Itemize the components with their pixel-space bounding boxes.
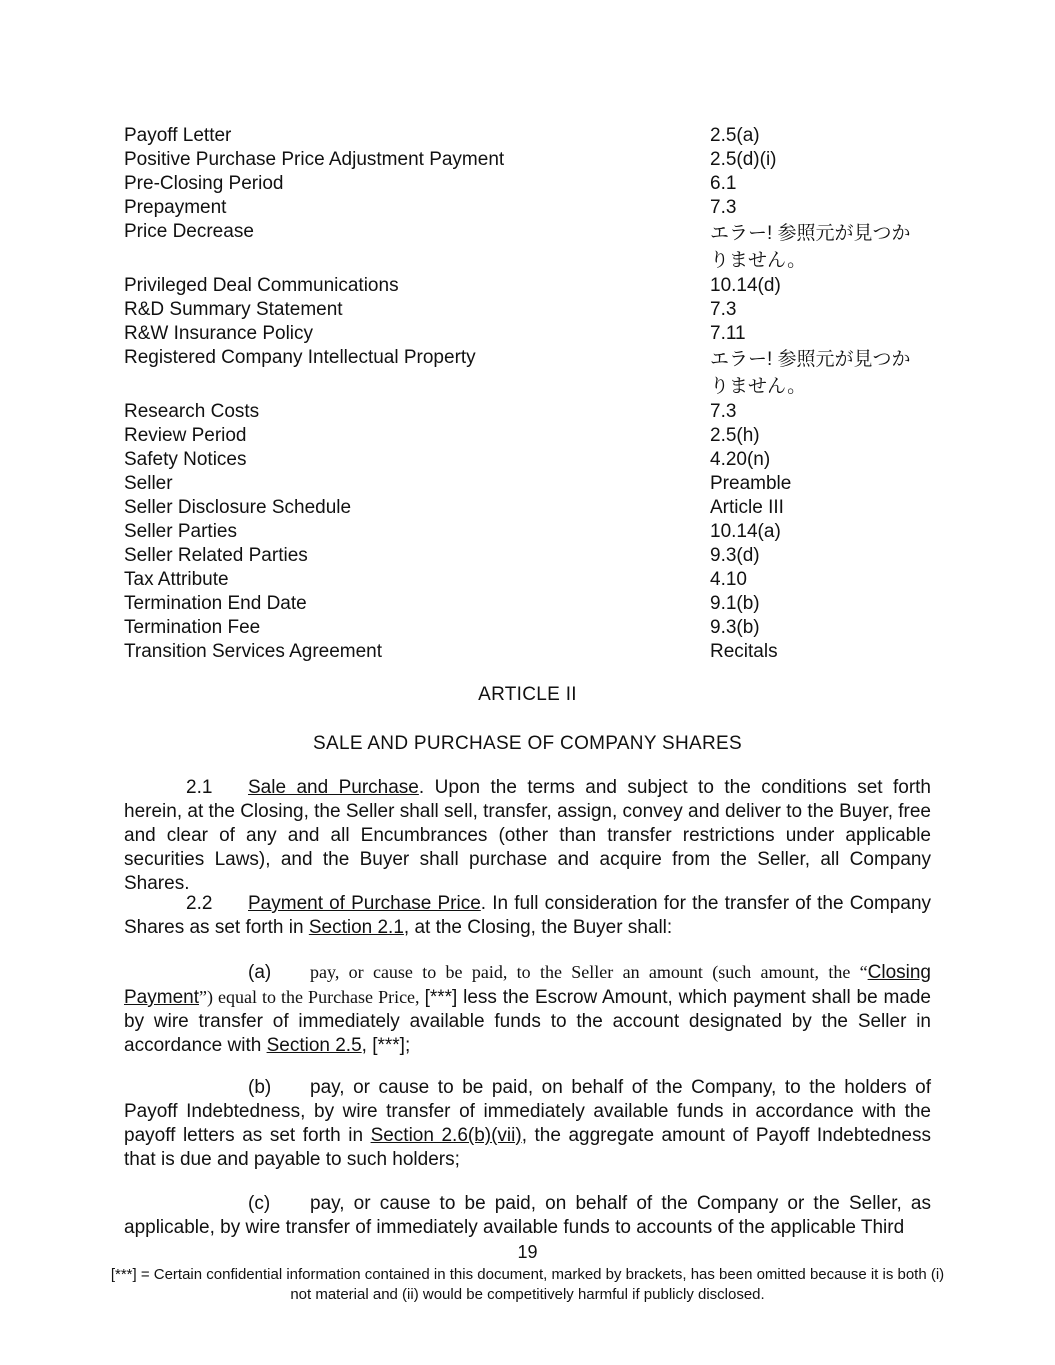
definition-row: Seller Related Parties 9.3(d) <box>124 545 760 566</box>
definition-row: R&W Insurance Policy 7.11 <box>124 323 746 344</box>
definition-row: Transition Services Agreement Recitals <box>124 641 778 662</box>
section-2-1: 2.1 Sale and Purchase. Upon the terms and subject to the conditions set forth herein, at the Closing, the Seller shall sell, transfer, assign, convey and deliver to the Buyer, free and clear of any and all Encumbrances (other than transfer restrictions under applicable securities Laws), and the Buyer shall purchase and acquire from the Seller, all Company Shares. <box>124 777 931 894</box>
section-heading: Payment of Purchase Price <box>248 893 481 914</box>
definition-row: Positive Purchase Price Adjustment Payment 2.5(d)(i) <box>124 149 777 170</box>
subsection-label: (b) <box>248 1077 272 1098</box>
definition-row: Privileged Deal Communications 10.14(d) <box>124 275 781 296</box>
definitions-index <box>124 124 934 664</box>
subsection-b: (b) pay, or cause to be paid, on behalf of the Company, to the holders of Payoff Indebtedness, by wire transfer of immediately available funds in accordance with the payoff letters as set forth in Section 2.6(b)(vii), the aggregate amount of Payoff Indebtedness that is due and payable to such holders; <box>124 1077 931 1170</box>
definition-row: Payoff Letter 2.5(a) <box>124 125 760 146</box>
article-number: ARTICLE II <box>478 684 577 705</box>
definition-row: Research Costs 7.3 <box>124 401 737 422</box>
definition-row: Prepayment 7.3 <box>124 197 737 218</box>
definition-row: R&D Summary Statement 7.3 <box>124 299 737 320</box>
cross-reference: Section 2.6(b)(vii) <box>370 1125 522 1146</box>
subsection-a: (a) pay, or cause to be paid, to the Seller an amount (such amount, the “Closing Payment”) equal to the Purchase Price, [***] less the Escrow Amount, which payment shall be made by wire transfer of immediately available funds to the account designated by the Seller in accordance with Section 2.5, [***]; <box>124 962 932 1056</box>
page-number: 19 <box>517 1242 538 1262</box>
definition-row: Review Period 2.5(h) <box>124 425 760 446</box>
defined-term: Closing Payment <box>124 962 931 1008</box>
definition-row: Pre-Closing Period 6.1 <box>124 173 737 194</box>
subsection-label: (a) <box>248 962 272 983</box>
cross-reference: Section 2.5 <box>266 1035 362 1056</box>
definition-row: Seller Preamble <box>124 473 792 494</box>
confidentiality-footnote: [***] = Certain confidential information contained in this document, marked by brackets, has been omitted because it is both (i) not material and (ii) would be competitively harmful if publicly disclosed. <box>110 1266 945 1303</box>
section-heading: Sale and Purchase <box>248 777 419 798</box>
definition-row: Tax Attribute 4.10 <box>124 569 747 590</box>
section-number: 2.2 <box>186 893 213 914</box>
section-number: 2.1 <box>186 777 213 798</box>
article-title: SALE AND PURCHASE OF COMPANY SHARES <box>313 733 742 754</box>
cross-reference: Section 2.1 <box>308 917 404 938</box>
definition-row: Termination Fee 9.3(b) <box>124 617 760 638</box>
definition-row: Seller Parties 10.14(a) <box>124 521 781 542</box>
definition-row: Safety Notices 4.20(n) <box>124 449 771 470</box>
definition-row: Termination End Date 9.1(b) <box>124 593 760 614</box>
definition-row: Price Decrease エラー! 参照元が見つかりません。 <box>124 221 911 271</box>
definition-row: Seller Disclosure Schedule Article III <box>124 497 784 518</box>
subsection-label: (c) <box>248 1193 271 1214</box>
definition-row: Registered Company Intellectual Property エラー! 参照元が見つかりません。 <box>124 347 911 397</box>
subsection-c: (c) pay, or cause to be paid, on behalf of the Company or the Seller, as applicable, by wire transfer of immediately available funds to accounts of the applicable Third <box>124 1193 931 1238</box>
section-2-2: 2.2 Payment of Purchase Price. In full consideration for the transfer of the Company Shares as set forth in Section 2.1, at the Closing, the Buyer shall: <box>124 893 932 938</box>
